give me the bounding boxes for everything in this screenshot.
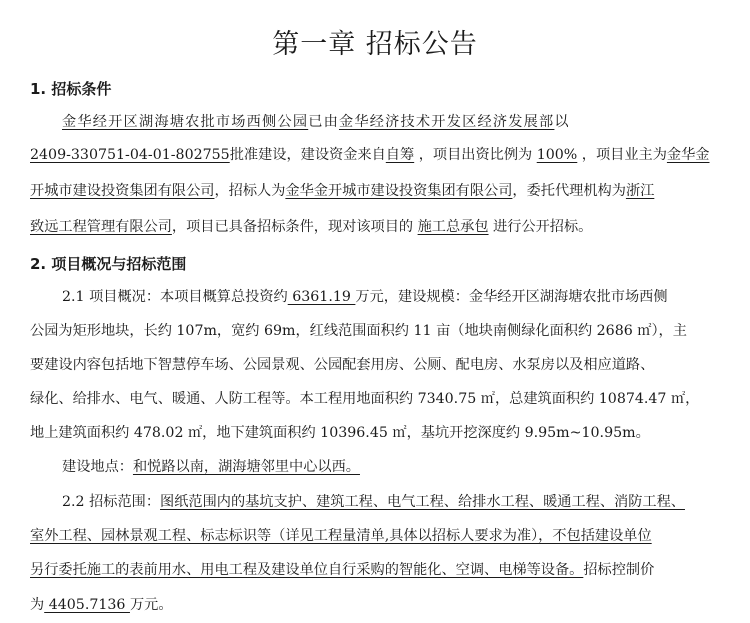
text: ，项目业主为 [577,147,667,163]
text: 万元。 [129,597,173,613]
scope-text-cont: 另行委托施工的表前用水、用电工程及建设单位自行采购的智能化、空调、电梯等设备。 [30,562,584,578]
location-label: 建设地点： [62,459,133,475]
location-value: 和悦路以南，湖海塘邻里中心以西。 [132,459,360,475]
chapter-title: 第一章 招标公告 [272,29,478,60]
text: 以 [554,114,570,130]
text: 招标控制价 [583,562,655,578]
text: ，项目已具备招标条件，现对该项目的 [171,219,418,235]
fund-ratio: 100% [536,147,578,163]
s1-line-4 [30,217,730,237]
text: ，项目出资比例为 [414,147,537,163]
s2-p2-line-1 [62,492,732,512]
agency-name: 浙江 [625,183,655,199]
text: 2.1 项目概况：本项目概算总投资约 [62,289,288,305]
s1-line-2 [30,145,730,165]
s1-line-1 [62,112,732,132]
text: 批准建设，建设资金来自 [229,147,386,163]
section-1-heading: 1. 招标条件 [30,80,112,98]
total-investment: 6361.19 [287,289,356,305]
project-name: 金华经开区湖海塘农批市场西侧公园 [62,114,309,130]
project-code: 2409-330751-04-01-802755 [30,147,230,163]
text: 万元，建设规模：金华经开区湖海塘农批市场西侧 [355,289,668,305]
s2-p1-line-5: 地上建筑面积约 478.02 ㎡，地下建筑面积约 10396.45 ㎡，基坑开挖深度约 9.95m~10.95m。 [30,425,650,441]
s2-p2-line-2: 室外工程、园林景观工程、标志标识等（详见工程量清单,具体以招标人要求为准），不包括建设单位 [30,528,652,544]
owner-name: 金华金 [666,147,710,163]
text: ，招标人为 [214,183,286,199]
text: 已由 [308,114,339,130]
agency-name-cont: 致远工程管理有限公司 [30,219,172,235]
text: 为 [30,597,45,613]
scope-text: 图纸范围内的基坑支护、建筑工程、电气工程、给排水工程、暖通工程、消防工程、 [160,494,685,510]
s1-line-3 [30,181,730,201]
s2-p2-line-3 [30,560,730,580]
tenderer-name: 金华金开城市建设投资集团有限公司 [285,183,513,199]
location-line [62,457,732,477]
control-price: 4405.7136 [44,597,130,613]
owner-name-cont: 开城市建设投资集团有限公司 [30,183,215,199]
text: 进行公开招标。 [488,219,593,235]
fund-source: 自筹 [385,147,415,163]
s2-p1-line-4: 绿化、给排水、电气、暖通、人防工程等。本工程用地面积约 7340.75 ㎡，总建筑面积约 10874.47 ㎡， [30,391,700,407]
tender-scope: 施工总承包 [417,219,489,235]
s2-p2-line-4 [30,595,730,615]
approval-dept: 金华经济技术开发区经济发展部 [338,114,555,130]
text: ，委托代理机构为 [512,183,626,199]
s2-p1-line-3: 要建设内容包括地下智慧停车场、公园景观、公园配套用房、公厕、配电房、水泵房以及相应道路、 [30,357,655,373]
s2-p1-line-1 [62,287,732,307]
s2-p1-line-2: 公园为矩形地块，长约 107m，宽约 69m，红线范围面积约 11 亩（地块南侧绿化面积约 2686 ㎡），主 [30,323,687,339]
text: 2.2 招标范围： [62,494,161,510]
section-2-heading: 2. 项目概况与招标范围 [30,255,187,273]
